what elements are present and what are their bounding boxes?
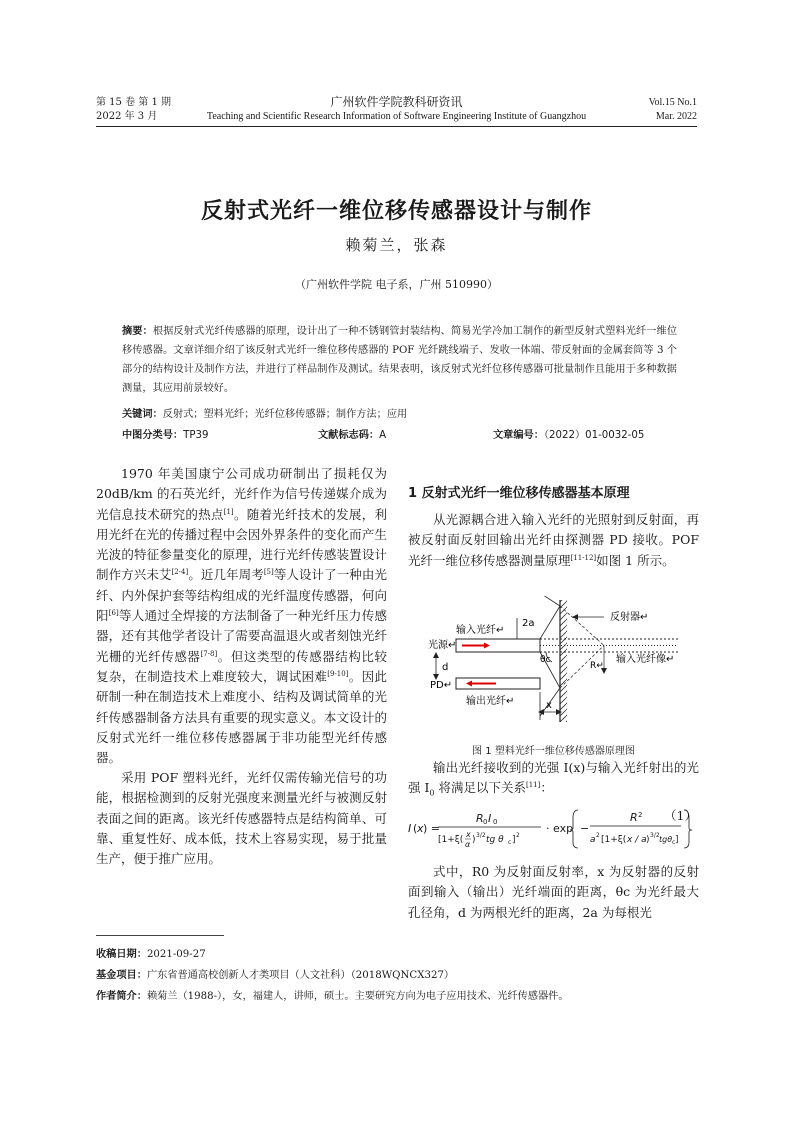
svg-text:x / a: x / a [627, 835, 647, 845]
svg-text:): ) [472, 835, 476, 845]
svg-text:R: R [630, 811, 638, 824]
svg-text:R: R [476, 812, 484, 825]
svg-text:· exp: · exp [546, 822, 574, 835]
svg-text:0: 0 [483, 818, 488, 826]
document-code: 文献标志码：A [318, 430, 387, 441]
svg-text:2: 2 [596, 832, 600, 839]
right-paragraph-2: 输出光纤接收到的光强 I(x)与输入光纤射出的光强 $I_0$ 将满足以下关系[11]： [408, 760, 699, 798]
footnote-author: 作者简介：赖菊兰（1988-），女，福建人，讲师，硕士。主要研究方向为电子应用技术、光纤传感器件。 [96, 991, 569, 1002]
svg-text:(: ( [413, 822, 418, 835]
paper-title: 反射式光纤一维位移传感器设计与制作 [200, 199, 592, 224]
keywords [122, 405, 677, 424]
equation-1 [408, 804, 699, 852]
left-paragraph-2: 采用 POF 塑料光纤，光纤仅需传输光信号的功能，根据检测到的反射光强度来测量光纤与被测反射表面之间的距离。该光纤传感器特点是结构简单、可靠、重复性好、成本低，技术上容易实现，易于批量生产，便于推广应用。 [96, 770, 387, 867]
svg-text:I: I [408, 822, 412, 835]
footnote-rule [96, 935, 224, 936]
clc-code: 中图分类号：TP39 [122, 430, 209, 441]
svg-text:c: c [672, 839, 676, 846]
label-2a: 2a [522, 618, 535, 629]
label-pd: PD↵ [430, 680, 453, 691]
right-paragraph-1: 从光源耦合进入输入光纤的光照射到反射面，再被反射面反射回输出光纤由探测器 PD 接收。POF 光纤一维位移传感器测量原理[11-12]如图 1 所示。 [408, 512, 699, 568]
label-reflector: 反射器↵ [610, 612, 649, 623]
keywords-label: 关键词： [122, 409, 163, 420]
svg-text:I: I [488, 812, 492, 825]
label-input-fiber: 输入光纤↵ [456, 625, 505, 636]
svg-text:]: ] [675, 835, 679, 845]
svg-text:x: x [466, 830, 471, 839]
abstract [122, 322, 677, 398]
svg-text:x: x [417, 822, 424, 835]
keywords-text: 反射式；塑料光纤；光纤位移传感器；制作方法；应用 [162, 409, 408, 420]
footnote-fund: 基金项目：广东省普通高校创新人才类项目（人文社科）（2018WQNCX327） [96, 970, 455, 981]
figure-1-diagram [428, 596, 698, 738]
svg-text:−: − [580, 822, 590, 835]
svg-text:[1+ξ(: [1+ξ( [438, 835, 464, 845]
svg-text:): ) [646, 835, 650, 845]
svg-text:) =: ) = [423, 822, 441, 835]
label-output-fiber: 输出光纤↵ [466, 696, 515, 707]
svg-text:c: c [508, 839, 512, 846]
svg-text:3/2: 3/2 [650, 832, 660, 839]
label-light-source: 光源↵ [428, 640, 457, 651]
header-date: 2022 年 3 月 [96, 111, 158, 122]
label-d: d [442, 662, 449, 673]
abstract-label: 摘要： [122, 326, 153, 337]
label-x: x [546, 700, 552, 711]
header-rule [96, 126, 697, 127]
svg-text:2: 2 [516, 832, 520, 839]
svg-text:3/2: 3/2 [476, 832, 486, 839]
label-input-image: 输入光纤像↵ [616, 654, 675, 665]
equation-number: （1） [664, 808, 697, 823]
article-number: 文章编号：（2022）01-0032-05 [493, 430, 645, 441]
footnote-received: 收稿日期：2021-09-27 [96, 949, 206, 960]
label-theta: θc [540, 655, 551, 665]
svg-text:α: α [465, 840, 471, 849]
header-journal-cn: 广州软件学院教科研资讯 [330, 95, 463, 109]
header-date-en: Mar. 2022 [655, 111, 697, 122]
svg-text:tgθ: tgθ [659, 835, 673, 844]
svg-text:[1+ξ(: [1+ξ( [601, 835, 627, 845]
header-journal-en: Teaching and Scientific Research Information of Software Engineering Institute of Guangzhou [206, 111, 587, 122]
abstract-text: 根据反射式光纤传感器的原理，设计出了一种不锈钢管封装结构、简易光学冷加工制作的新型反射式塑料光纤一维位移传感器。文章详细介绍了该反射式光纤一维位移传感器的 POF 光纤跳线端子、发收一体端、带反射面的金属套筒等 3 个部分的结构设计及制作方法，并进行了样品制作及测试。结果表明，该反射式光纤位移传感器可批量制作且能用于多种数据测量，其应用前景较好。 [122, 326, 677, 394]
left-paragraph-1: 1970 年美国康宁公司成功研制出了损耗仅为 20dB/km 的石英光纤，光纤作为信号传递媒介成为光信息技术研究的热点[1]。随着光纤技术的发展，利用光纤在光的传播过程中会因外界条件的变化而产生光波的特征参量变化的原理，进行光纤传感装置设计制作方兴未艾[2-4]。近几年周考[5]等人设计了一种由光纤、内外保护套等结构组成的光纤温度传感器，何向阳[6]等人通过全焊接的方法制备了一种光纤压力传感器，还有其他学者设计了需要高温退火或者刻蚀光纤光栅的光纤传感器[7-8]。但这类型的传感器结构比较复杂，在制造技术上难度较大，调试困难[9-10]。因此研制一种在制造技术上难度小、结构及调试简单的光纤传感器制备方法具有重要的现实意义。本文设计的反射式光纤一维位移传感器属于非功能型光纤传感器。 [96, 466, 387, 766]
header-vol-en: Vol.15 No.1 [648, 97, 697, 108]
reflector-surface [560, 600, 567, 722]
figure-1-caption: 图 1 塑料光纤一维位移传感器原理图 [472, 746, 635, 757]
label-R: R↵ [590, 661, 604, 671]
svg-text:a: a [590, 835, 596, 845]
section-heading: 1 反射式光纤一维位移传感器基本原理 [408, 486, 630, 501]
svg-text:2: 2 [638, 811, 643, 819]
paper-affiliation: （广州软件学院 电子系，广州 510990） [295, 278, 498, 291]
svg-text:tg θ: tg θ [486, 835, 504, 845]
paper-authors: 赖菊兰，张森 [345, 236, 448, 254]
right-paragraph-3: 式中，R0 为反射面反射率，x 为反射器的反射面到输入（输出）光纤端面的距离，θc 为光纤最大孔径角，d 为两根光纤的距离，2a 为每根光 [408, 864, 699, 920]
svg-text:]: ] [512, 835, 516, 845]
svg-text:0: 0 [493, 818, 498, 826]
header-volume: 第 15 卷 第 1 期 [96, 97, 171, 108]
